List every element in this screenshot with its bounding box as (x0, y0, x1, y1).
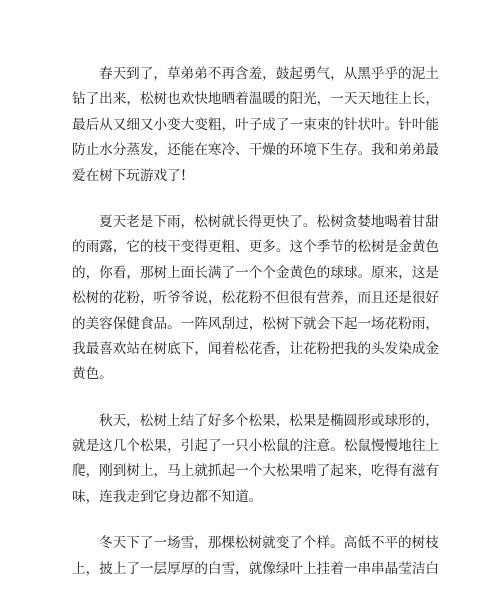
text-line: 就是这几个松果，引起了一只小松鼠的注意。松鼠慢慢地往上 (72, 438, 440, 455)
text-line: 钻了出来，松树也欢快地晒着温暖的阳光，一天天地往上长， (72, 91, 440, 108)
text-line: 黄色。 (72, 366, 113, 383)
text-line: 味，连我走到它身边都不知道。 (72, 488, 263, 505)
text-line: 的，你看，那树上面长满了一个个金黄色的球球。原来，这是 (72, 264, 440, 281)
text-line: 春天到了，草弟弟不再含羞，鼓起勇气，从黑乎乎的泥土 (99, 66, 439, 82)
text-line: 最后从又细又小变大变粗，叶子成了一束束的针状叶。针叶能 (72, 116, 440, 133)
paragraph-autumn (72, 409, 440, 511)
text-line: 爬，刚到树上，马上就抓起一个大松果啃了起来，吃得有滋有 (72, 463, 440, 480)
text-line: 冬天下了一场雪，那棵松树就变了个样。高低不平的树枝 (99, 535, 439, 552)
essay-body (72, 62, 440, 603)
text-line: 的雨露，它的枝干变得更粗、更多。这个季节的松树是金黄色 (72, 239, 440, 256)
text-line: 我最喜欢站在树底下，闻着松花香，让花粉把我的头发染成金 (72, 340, 440, 357)
paragraph-summer (72, 210, 440, 388)
text-line: 夏天老是下雨，松树就长得更快了。松树贪婪地喝着甘甜 (99, 213, 439, 230)
paragraph-winter (72, 531, 440, 582)
text-line: 上，披上了一层厚厚的白雪，就像绿叶上挂着一串串晶莹洁白 (72, 560, 440, 577)
text-line: 秋天，松树上结了好多个松果，松果是椭圆形或球形的， (99, 412, 439, 429)
text-line: 防止水分蒸发，还能在寒冷、干燥的环境下生存。我和弟弟最 (72, 142, 440, 159)
text-line: 的美容保健食品。一阵风刮过，松树下就会下起一场花粉雨， (72, 315, 440, 332)
paragraph-spring (72, 62, 440, 189)
text-line: 爱在树下玩游戏了! (72, 167, 187, 184)
text-line: 松树的花粉，听爷爷说，松花粉不但很有营养，而且还是很好 (72, 290, 440, 307)
